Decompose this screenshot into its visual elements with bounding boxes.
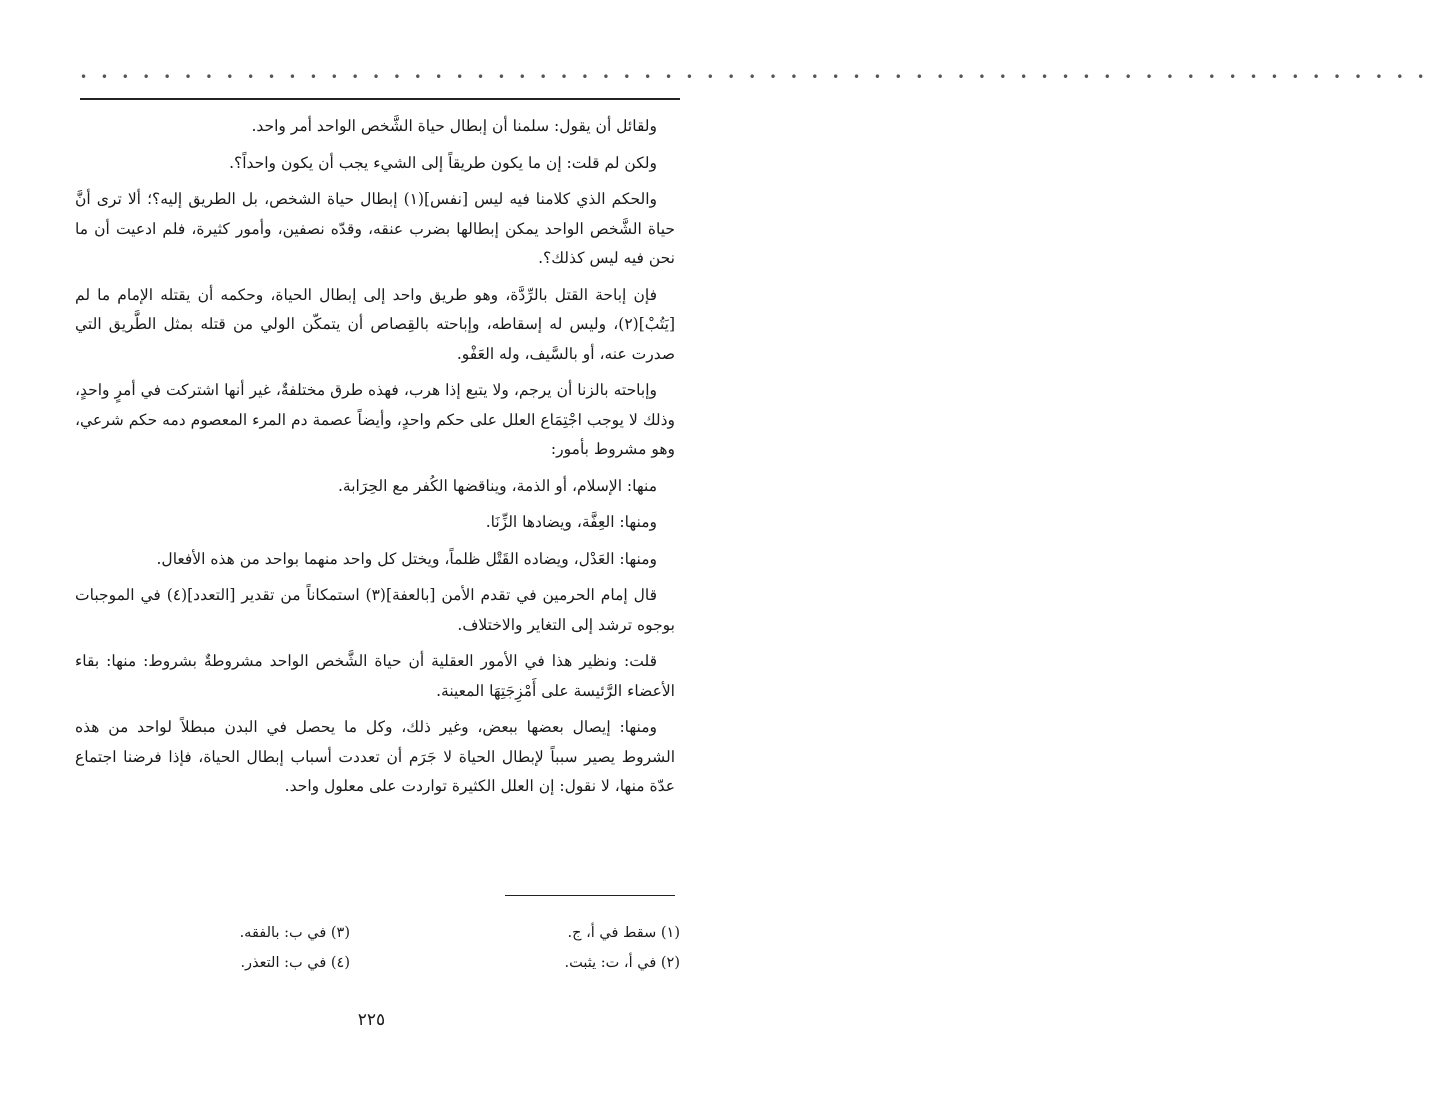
paragraph: ولكن لم قلت: إن ما يكون طريقاً إلى الشيء يجب أن يكون واحداً؟. <box>229 153 657 172</box>
footnote-2: (٢) في أ، ت: يثبت. <box>564 955 680 971</box>
footnote-1: (١) سقط في أ، ج. <box>567 925 680 941</box>
header-dot-leader: • • • • • • • • • • • • • • • • • • • • • • • • • • • • • • • • • • • • • • • • • • • • • • • • • • • • • • • • • • • • • • • • • <box>80 70 1429 84</box>
main-text <box>75 112 675 809</box>
paragraph: ولقائل أن يقول: سلمنا أن إبطال حياة الشَّخص الواحد أمر واحد. <box>251 117 657 135</box>
paragraph: وإباحته بالزنا أن يرجم، ولا يتبع إذا هرب، فهذه طرق مختلفةٌ، غير أنها اشتركت في أمرٍ واحدٍ، وذلك لا يوجب اجْتِمَاع العلل على حكم واحدٍ، وأيضاً عصمة دم المرء المعصوم دمه حكم شرعي، وهو مشروط بأمور: <box>75 381 675 458</box>
paragraph: والحكم الذي كلامنا فيه ليس [نفس](١) إبطال حياة الشخص، بل الطريق إليه؟؛ ألا ترى أنَّ حياة الشَّخص الواحد يمكن إبطالها بضرب عنقه، وقدّه نصفين، وأمور كثيرة، فلم ادعيت أن ما نحن فيه ليس كذلك؟. <box>75 190 675 267</box>
paragraph: قلت: ونظير هذا في الأمور العقلية أن حياة الشَّخص الواحد مشروطةٌ بشروط: منها: بقاء الأعضاء الرَّئيسة على أَمْزِجَتِهَا المعينة. <box>75 652 675 700</box>
footnote-3: (٣) في ب: بالفقه. <box>239 925 350 941</box>
footnote-4: (٤) في ب: التعذر. <box>240 955 350 971</box>
paragraph: ومنها: إيصال بعضها ببعض، وغير ذلك، وكل ما يحصل في البدن مبطلاً لواحد من هذه الشروط يصير سبباً لإبطال الحياة لا جَرَم أن تعددت أسباب إبطال الحياة، فإذا فرضنا اجتماع عدّة منها، لا نقول: إن العلل الكثيرة تواردت على معلول واحد. <box>75 718 675 795</box>
paragraph: فإن إباحة القتل بالرِّدَّة، وهو طريق واحد إلى إبطال الحياة، وحكمه أن يقتله الإمام ما لم [يَتُبْ](٢)، وليس له إسقاطه، وإباحته بالقِصاص أن يتمكّن الولي من قتله بمثل الطَّريق التي صدرت عنه، أو بالسَّيف، وله العَفْو. <box>75 285 675 363</box>
footnote-separator <box>505 895 675 896</box>
paragraph: قال إمام الحرمين في تقدم الأمن [بالعفة](٣) استمكاناً من تقدير [التعدد](٤) في الموجبات بوجوه ترشد إلى التغاير والاختلاف. <box>75 586 675 634</box>
paragraph: ومنها: العَدْل، ويضاده القَتْل ظلماً، ويختل كل واحد منهما بواحد من هذه الأفعال. <box>156 549 657 568</box>
header-rule <box>80 98 680 100</box>
page-number: ٢٢٥ <box>357 1010 386 1030</box>
paragraph: ومنها: العِفَّة، ويضادها الزِّنَا. <box>485 513 657 531</box>
paragraph: منها: الإسلام، أو الذمة، ويناقضها الكُفر مع الحِرَابة. <box>337 476 657 495</box>
